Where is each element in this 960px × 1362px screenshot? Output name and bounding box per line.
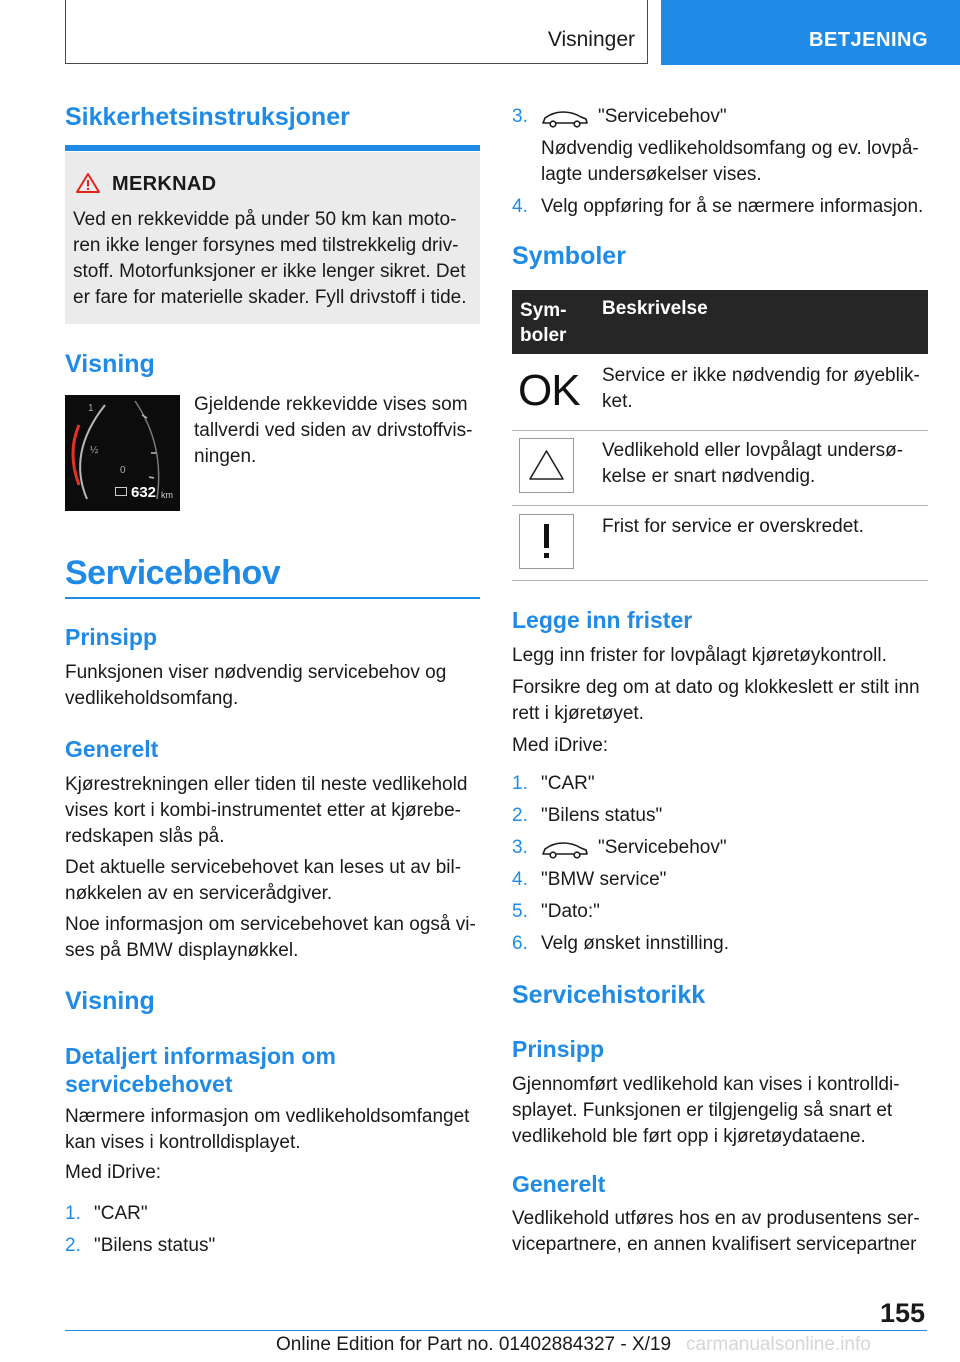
- table-row: [512, 354, 928, 431]
- note-label: MERKNAD: [112, 173, 217, 195]
- heading-generelt: Generelt: [65, 736, 159, 762]
- list-text: "Bilens status": [541, 805, 663, 826]
- range-unit: km: [161, 490, 173, 500]
- header-line: Sym-: [520, 300, 567, 321]
- note-line: ren ikke lenger forsynes med tilstrekkelig driv-: [73, 235, 459, 256]
- heading-legge-inn-frister: Legge inn frister: [512, 607, 693, 633]
- table-row: [512, 430, 928, 506]
- heading-servicebehov: Servicebehov: [65, 554, 281, 592]
- list-number: 6.: [512, 933, 528, 954]
- watermark: carmanualsonline.info: [686, 1334, 871, 1355]
- text-line: Funksjonen viser nødvendig servicebehov og: [65, 662, 447, 683]
- list-number: 1.: [65, 1203, 81, 1224]
- prinsipp-text: [65, 660, 446, 712]
- list-number: 1.: [512, 773, 528, 794]
- heading-servicehistorikk: Servicehistorikk: [512, 981, 706, 1009]
- header-line: boler: [520, 325, 567, 346]
- text-line: Nødvendig vedlikeholdsomfang og ev. lovpå-: [541, 138, 919, 159]
- warning-triangle-icon: [519, 438, 574, 493]
- table-cell-description: [602, 438, 903, 490]
- note-text: [73, 207, 467, 311]
- text-line: ses på BMW displaynøkkel.: [65, 940, 299, 961]
- text-line: vises kort i kombi-instrumentet etter at kjørebe-: [65, 800, 461, 821]
- heading-safety: Sikkerhetsinstruksjoner: [65, 103, 350, 131]
- legge-paragraph: [512, 675, 920, 727]
- text-line: kelse er snart nødvendig.: [602, 466, 816, 487]
- heading-visning: Visning: [65, 350, 155, 378]
- list-text: Velg ønsket innstilling.: [541, 933, 729, 954]
- list-number: 3.: [512, 837, 528, 858]
- prinsipp-text: [512, 1072, 900, 1150]
- idrive-label: Med iDrive:: [65, 1162, 162, 1183]
- ok-icon: OK: [518, 366, 580, 415]
- note-line: er fare for materielle skader. Fyll drivstoff i tide.: [73, 287, 467, 308]
- text-line: Service er ikke nødvendig for øyeblik-: [602, 365, 920, 386]
- car-service-icon: [541, 841, 589, 859]
- text-line: ket.: [602, 391, 633, 412]
- exclamation-icon: [519, 514, 574, 569]
- text-line: Nærmere informasjon om vedlikeholdsomfanget: [65, 1106, 470, 1127]
- exclamation-mark-icon: [520, 515, 573, 568]
- text-line: Vedlikehold utføres hos en av produsentens ser-: [512, 1208, 920, 1229]
- text-line: Noe informasjon om servicebehovet kan også vi-: [65, 914, 476, 935]
- generelt-paragraph: [65, 855, 461, 907]
- table-cell-description: [602, 514, 864, 540]
- header-chapter-tab: [661, 0, 960, 65]
- table-header-description: Beskrivelse: [602, 298, 708, 319]
- gauge-tick-label: 1: [88, 403, 94, 414]
- text-line: vicepartnere, en annen kvalifisert servicepartner: [512, 1234, 917, 1255]
- text-line: kan vises i kontrolldisplayet.: [65, 1132, 301, 1153]
- text-line: Vedlikehold eller lovpålagt undersø-: [602, 440, 904, 461]
- list-number: 5.: [512, 901, 528, 922]
- list-number: 4.: [512, 196, 528, 217]
- heading-detaljert: [65, 1042, 336, 1098]
- footer-rule: [65, 1330, 927, 1331]
- gauge-tick-label: 0: [120, 465, 126, 476]
- text-line: Gjennomført vedlikehold kan vises i kontrolldi-: [512, 1074, 900, 1095]
- list-number: 3.: [512, 106, 528, 127]
- legge-paragraph: Legg inn frister for lovpålagt kjøretøykontroll.: [512, 645, 887, 666]
- fuel-gauge-image: [65, 395, 180, 511]
- text-line: nøkkelen av en servicerådgiver.: [65, 883, 333, 904]
- header-section-tab: [65, 0, 648, 64]
- list-text: "Servicebehov": [598, 837, 727, 858]
- text-line: vedlikeholdsomfang.: [65, 688, 239, 709]
- text-line: Frist for service er overskredet.: [602, 516, 864, 537]
- generelt-text: [512, 1206, 920, 1258]
- heading-line: servicebehovet: [65, 1071, 233, 1097]
- header-section-label: Visninger: [547, 28, 635, 51]
- list-text: "BMW service": [541, 869, 667, 890]
- section-rule: [65, 597, 480, 599]
- text-line: vedlikehold ble ført opp i kjøretøydataene.: [512, 1126, 866, 1147]
- heading-line: Detaljert informasjon om: [65, 1043, 336, 1069]
- footer-edition: Online Edition for Part no. 01402884327 - X/19: [276, 1334, 672, 1355]
- header-chapter-label: BETJENING: [809, 29, 928, 51]
- list-number: 2.: [65, 1235, 81, 1256]
- list-text: "CAR": [541, 773, 595, 794]
- generelt-paragraph: [65, 912, 476, 964]
- text-line: splayet. Funksjonen er tilgjengelig så snart et: [512, 1100, 893, 1121]
- heading-prinsipp: Prinsipp: [65, 624, 158, 650]
- text-line: Forsikre deg om at dato og klokkeslett er stilt inn: [512, 677, 920, 698]
- text-line: ningen.: [194, 446, 257, 467]
- heading-visning: Visning: [65, 987, 155, 1015]
- note-line: Ved en rekkevidde på under 50 km kan moto-: [73, 209, 457, 230]
- text-line: rett i kjøretøyet.: [512, 703, 644, 724]
- fuel-pump-icon: [115, 487, 127, 496]
- warning-triangle-icon: [75, 172, 101, 194]
- list-text: "Bilens status": [94, 1235, 216, 1256]
- heading-prinsipp: Prinsipp: [512, 1036, 605, 1062]
- table-cell-description: [602, 363, 920, 415]
- detaljert-text: [65, 1104, 469, 1156]
- table-row: [512, 505, 928, 581]
- text-line: Gjeldende rekkevidde vises som: [194, 394, 468, 415]
- text-line: redskapen slås på.: [65, 826, 225, 847]
- table-header-symbols: [520, 298, 566, 348]
- text-line: Kjørestrekningen eller tiden til neste vedlikehold: [65, 774, 468, 795]
- list-text: "CAR": [94, 1203, 148, 1224]
- list-text: "Servicebehov": [598, 106, 727, 127]
- page-number: 155: [880, 1298, 926, 1328]
- triangle-outline-icon: [520, 439, 573, 492]
- list-subtext: [541, 136, 919, 188]
- heading-generelt: Generelt: [512, 1171, 606, 1197]
- gauge-tick-label: ½: [90, 445, 99, 456]
- heading-symboler: Symboler: [512, 242, 626, 270]
- idrive-label: Med iDrive:: [512, 735, 609, 756]
- car-service-icon: [541, 110, 589, 128]
- range-value: 632: [131, 484, 157, 501]
- list-text: "Dato:": [541, 901, 600, 922]
- list-number: 4.: [512, 869, 528, 890]
- list-number: 2.: [512, 805, 528, 826]
- visning-description: [194, 392, 472, 470]
- note-box: [65, 152, 480, 324]
- text-line: tallverdi ved siden av drivstoffvis-: [194, 420, 473, 441]
- heading-rule: [65, 145, 480, 151]
- text-line: lagte undersøkelser vises.: [541, 164, 762, 185]
- note-line: stoff. Motorfunksjoner er ikke lenger sikret. Det: [73, 261, 466, 282]
- table-header: [512, 290, 928, 354]
- generelt-paragraph: [65, 772, 467, 850]
- text-line: Det aktuelle servicebehovet kan leses ut av bil-: [65, 857, 462, 878]
- list-text: Velg oppføring for å se nærmere informasjon.: [541, 196, 924, 217]
